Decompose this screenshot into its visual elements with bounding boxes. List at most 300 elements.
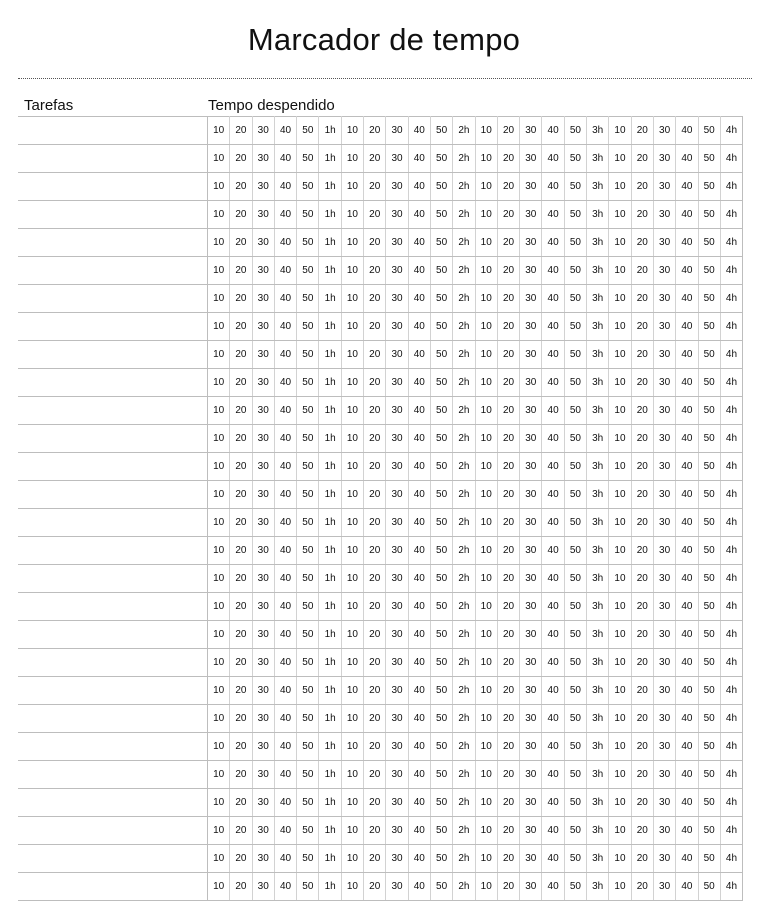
time-mark-cell[interactable]: 50 xyxy=(698,621,720,649)
time-mark-cell[interactable]: 4h xyxy=(720,565,742,593)
time-mark-cell[interactable]: 3h xyxy=(587,145,609,173)
time-mark-cell[interactable]: 3h xyxy=(587,565,609,593)
time-mark-cell[interactable]: 2h xyxy=(453,453,475,481)
task-cell[interactable] xyxy=(18,285,208,313)
time-mark-cell[interactable]: 10 xyxy=(341,873,363,901)
time-mark-cell[interactable]: 20 xyxy=(230,817,252,845)
time-mark-cell[interactable]: 10 xyxy=(341,173,363,201)
time-mark-cell[interactable]: 10 xyxy=(609,677,631,705)
time-mark-cell[interactable]: 10 xyxy=(208,509,230,537)
time-mark-cell[interactable]: 3h xyxy=(587,537,609,565)
time-mark-cell[interactable]: 40 xyxy=(542,649,564,677)
time-mark-cell[interactable]: 40 xyxy=(542,313,564,341)
time-mark-cell[interactable]: 10 xyxy=(341,733,363,761)
time-mark-cell[interactable]: 4h xyxy=(720,145,742,173)
time-mark-cell[interactable]: 1h xyxy=(319,705,341,733)
time-mark-cell[interactable]: 20 xyxy=(497,201,519,229)
time-mark-cell[interactable]: 4h xyxy=(720,481,742,509)
time-mark-cell[interactable]: 10 xyxy=(341,229,363,257)
time-mark-cell[interactable]: 20 xyxy=(497,341,519,369)
task-cell[interactable] xyxy=(18,453,208,481)
time-mark-cell[interactable]: 30 xyxy=(386,817,408,845)
time-mark-cell[interactable]: 20 xyxy=(230,761,252,789)
time-mark-cell[interactable]: 30 xyxy=(386,873,408,901)
time-mark-cell[interactable]: 1h xyxy=(319,873,341,901)
time-mark-cell[interactable]: 10 xyxy=(341,453,363,481)
time-mark-cell[interactable]: 10 xyxy=(609,621,631,649)
time-mark-cell[interactable]: 50 xyxy=(564,481,586,509)
time-mark-cell[interactable]: 40 xyxy=(676,733,698,761)
time-mark-cell[interactable]: 50 xyxy=(698,509,720,537)
time-mark-cell[interactable]: 20 xyxy=(631,845,653,873)
time-mark-cell[interactable]: 50 xyxy=(430,173,452,201)
time-mark-cell[interactable]: 50 xyxy=(430,369,452,397)
time-mark-cell[interactable]: 50 xyxy=(297,341,319,369)
time-mark-cell[interactable]: 30 xyxy=(386,257,408,285)
time-mark-cell[interactable]: 50 xyxy=(564,257,586,285)
time-mark-cell[interactable]: 30 xyxy=(520,229,542,257)
time-mark-cell[interactable]: 30 xyxy=(252,369,274,397)
time-mark-cell[interactable]: 40 xyxy=(676,369,698,397)
time-mark-cell[interactable]: 40 xyxy=(676,509,698,537)
time-mark-cell[interactable]: 50 xyxy=(698,173,720,201)
time-mark-cell[interactable]: 40 xyxy=(408,257,430,285)
time-mark-cell[interactable]: 2h xyxy=(453,257,475,285)
time-mark-cell[interactable]: 40 xyxy=(676,145,698,173)
time-mark-cell[interactable]: 40 xyxy=(542,201,564,229)
time-mark-cell[interactable]: 30 xyxy=(520,481,542,509)
time-mark-cell[interactable]: 3h xyxy=(587,481,609,509)
time-mark-cell[interactable]: 20 xyxy=(364,145,386,173)
time-mark-cell[interactable]: 40 xyxy=(542,117,564,145)
time-mark-cell[interactable]: 3h xyxy=(587,733,609,761)
time-mark-cell[interactable]: 40 xyxy=(408,229,430,257)
task-cell[interactable] xyxy=(18,117,208,145)
time-mark-cell[interactable]: 40 xyxy=(542,229,564,257)
time-mark-cell[interactable]: 50 xyxy=(698,425,720,453)
time-mark-cell[interactable]: 30 xyxy=(252,173,274,201)
time-mark-cell[interactable]: 10 xyxy=(208,453,230,481)
time-mark-cell[interactable]: 10 xyxy=(609,313,631,341)
task-cell[interactable] xyxy=(18,173,208,201)
time-mark-cell[interactable]: 50 xyxy=(564,313,586,341)
time-mark-cell[interactable]: 2h xyxy=(453,817,475,845)
time-mark-cell[interactable]: 50 xyxy=(297,173,319,201)
time-mark-cell[interactable]: 50 xyxy=(430,145,452,173)
time-mark-cell[interactable]: 40 xyxy=(542,789,564,817)
time-mark-cell[interactable]: 50 xyxy=(564,789,586,817)
time-mark-cell[interactable]: 50 xyxy=(564,229,586,257)
time-mark-cell[interactable]: 30 xyxy=(386,789,408,817)
task-cell[interactable] xyxy=(18,677,208,705)
time-mark-cell[interactable]: 10 xyxy=(609,537,631,565)
time-mark-cell[interactable]: 10 xyxy=(609,509,631,537)
time-mark-cell[interactable]: 50 xyxy=(698,705,720,733)
time-mark-cell[interactable]: 10 xyxy=(609,117,631,145)
time-mark-cell[interactable]: 50 xyxy=(297,817,319,845)
time-mark-cell[interactable]: 2h xyxy=(453,397,475,425)
time-mark-cell[interactable]: 10 xyxy=(609,481,631,509)
time-mark-cell[interactable]: 40 xyxy=(408,621,430,649)
time-mark-cell[interactable]: 30 xyxy=(386,677,408,705)
time-mark-cell[interactable]: 1h xyxy=(319,789,341,817)
time-mark-cell[interactable]: 50 xyxy=(564,761,586,789)
time-mark-cell[interactable]: 20 xyxy=(631,761,653,789)
task-cell[interactable] xyxy=(18,537,208,565)
time-mark-cell[interactable]: 50 xyxy=(698,201,720,229)
time-mark-cell[interactable]: 40 xyxy=(274,201,296,229)
time-mark-cell[interactable]: 1h xyxy=(319,145,341,173)
time-mark-cell[interactable]: 4h xyxy=(720,537,742,565)
time-mark-cell[interactable]: 50 xyxy=(297,285,319,313)
time-mark-cell[interactable]: 50 xyxy=(698,593,720,621)
time-mark-cell[interactable]: 20 xyxy=(497,789,519,817)
time-mark-cell[interactable]: 50 xyxy=(297,425,319,453)
time-mark-cell[interactable]: 50 xyxy=(564,509,586,537)
time-mark-cell[interactable]: 30 xyxy=(653,705,675,733)
time-mark-cell[interactable]: 1h xyxy=(319,845,341,873)
time-mark-cell[interactable]: 20 xyxy=(631,453,653,481)
time-mark-cell[interactable]: 20 xyxy=(230,201,252,229)
time-mark-cell[interactable]: 20 xyxy=(364,229,386,257)
time-mark-cell[interactable]: 10 xyxy=(609,285,631,313)
time-mark-cell[interactable]: 10 xyxy=(475,369,497,397)
time-mark-cell[interactable]: 10 xyxy=(475,145,497,173)
time-mark-cell[interactable]: 1h xyxy=(319,117,341,145)
time-mark-cell[interactable]: 40 xyxy=(676,481,698,509)
time-mark-cell[interactable]: 20 xyxy=(230,453,252,481)
time-mark-cell[interactable]: 20 xyxy=(230,341,252,369)
time-mark-cell[interactable]: 20 xyxy=(497,761,519,789)
time-mark-cell[interactable]: 50 xyxy=(698,649,720,677)
time-mark-cell[interactable]: 40 xyxy=(676,285,698,313)
time-mark-cell[interactable]: 40 xyxy=(676,117,698,145)
time-mark-cell[interactable]: 1h xyxy=(319,285,341,313)
time-mark-cell[interactable]: 2h xyxy=(453,313,475,341)
time-mark-cell[interactable]: 10 xyxy=(609,761,631,789)
time-mark-cell[interactable]: 10 xyxy=(475,733,497,761)
time-mark-cell[interactable]: 10 xyxy=(475,705,497,733)
time-mark-cell[interactable]: 10 xyxy=(475,845,497,873)
time-mark-cell[interactable]: 50 xyxy=(297,369,319,397)
time-mark-cell[interactable]: 40 xyxy=(408,369,430,397)
time-mark-cell[interactable]: 10 xyxy=(208,593,230,621)
time-mark-cell[interactable]: 4h xyxy=(720,789,742,817)
time-mark-cell[interactable]: 20 xyxy=(631,537,653,565)
time-mark-cell[interactable]: 40 xyxy=(676,257,698,285)
time-mark-cell[interactable]: 10 xyxy=(341,705,363,733)
time-mark-cell[interactable]: 40 xyxy=(274,481,296,509)
time-mark-cell[interactable]: 10 xyxy=(341,565,363,593)
time-mark-cell[interactable]: 50 xyxy=(698,453,720,481)
time-mark-cell[interactable]: 20 xyxy=(364,397,386,425)
time-mark-cell[interactable]: 20 xyxy=(364,845,386,873)
time-mark-cell[interactable]: 10 xyxy=(341,649,363,677)
time-mark-cell[interactable]: 40 xyxy=(542,145,564,173)
time-mark-cell[interactable]: 40 xyxy=(676,845,698,873)
time-mark-cell[interactable]: 50 xyxy=(297,593,319,621)
time-mark-cell[interactable]: 3h xyxy=(587,369,609,397)
time-mark-cell[interactable]: 40 xyxy=(542,565,564,593)
time-mark-cell[interactable]: 20 xyxy=(631,509,653,537)
time-mark-cell[interactable]: 30 xyxy=(520,789,542,817)
time-mark-cell[interactable]: 3h xyxy=(587,285,609,313)
time-mark-cell[interactable]: 2h xyxy=(453,369,475,397)
time-mark-cell[interactable]: 20 xyxy=(631,481,653,509)
time-mark-cell[interactable]: 50 xyxy=(297,565,319,593)
time-mark-cell[interactable]: 20 xyxy=(497,145,519,173)
time-mark-cell[interactable]: 50 xyxy=(430,537,452,565)
time-mark-cell[interactable]: 40 xyxy=(676,313,698,341)
time-mark-cell[interactable]: 30 xyxy=(386,509,408,537)
time-mark-cell[interactable]: 3h xyxy=(587,649,609,677)
time-mark-cell[interactable]: 30 xyxy=(252,733,274,761)
time-mark-cell[interactable]: 50 xyxy=(297,873,319,901)
time-mark-cell[interactable]: 30 xyxy=(520,257,542,285)
time-mark-cell[interactable]: 10 xyxy=(341,845,363,873)
time-mark-cell[interactable]: 3h xyxy=(587,509,609,537)
time-mark-cell[interactable]: 30 xyxy=(653,789,675,817)
time-mark-cell[interactable]: 50 xyxy=(297,229,319,257)
time-mark-cell[interactable]: 40 xyxy=(542,425,564,453)
time-mark-cell[interactable]: 40 xyxy=(274,453,296,481)
task-cell[interactable] xyxy=(18,621,208,649)
time-mark-cell[interactable]: 40 xyxy=(408,117,430,145)
time-mark-cell[interactable]: 20 xyxy=(230,565,252,593)
task-cell[interactable] xyxy=(18,733,208,761)
time-mark-cell[interactable]: 4h xyxy=(720,453,742,481)
time-mark-cell[interactable]: 10 xyxy=(208,817,230,845)
time-mark-cell[interactable]: 2h xyxy=(453,229,475,257)
time-mark-cell[interactable]: 40 xyxy=(274,509,296,537)
time-mark-cell[interactable]: 20 xyxy=(631,145,653,173)
time-mark-cell[interactable]: 40 xyxy=(676,677,698,705)
time-mark-cell[interactable]: 50 xyxy=(297,705,319,733)
time-mark-cell[interactable]: 10 xyxy=(208,649,230,677)
time-mark-cell[interactable]: 1h xyxy=(319,425,341,453)
time-mark-cell[interactable]: 30 xyxy=(653,621,675,649)
time-mark-cell[interactable]: 50 xyxy=(698,229,720,257)
time-mark-cell[interactable]: 10 xyxy=(341,397,363,425)
time-mark-cell[interactable]: 20 xyxy=(631,649,653,677)
time-mark-cell[interactable]: 10 xyxy=(341,509,363,537)
time-mark-cell[interactable]: 40 xyxy=(676,229,698,257)
time-mark-cell[interactable]: 3h xyxy=(587,313,609,341)
time-mark-cell[interactable]: 1h xyxy=(319,201,341,229)
time-mark-cell[interactable]: 40 xyxy=(408,537,430,565)
time-mark-cell[interactable]: 10 xyxy=(609,369,631,397)
time-mark-cell[interactable]: 40 xyxy=(274,313,296,341)
time-mark-cell[interactable]: 10 xyxy=(341,145,363,173)
time-mark-cell[interactable]: 30 xyxy=(252,509,274,537)
time-mark-cell[interactable]: 20 xyxy=(230,257,252,285)
time-mark-cell[interactable]: 20 xyxy=(364,649,386,677)
time-mark-cell[interactable]: 10 xyxy=(609,397,631,425)
time-mark-cell[interactable]: 10 xyxy=(475,173,497,201)
time-mark-cell[interactable]: 4h xyxy=(720,313,742,341)
time-mark-cell[interactable]: 20 xyxy=(631,285,653,313)
time-mark-cell[interactable]: 30 xyxy=(520,537,542,565)
time-mark-cell[interactable]: 50 xyxy=(564,649,586,677)
time-mark-cell[interactable]: 50 xyxy=(430,873,452,901)
time-mark-cell[interactable]: 40 xyxy=(676,341,698,369)
time-mark-cell[interactable]: 40 xyxy=(408,677,430,705)
time-mark-cell[interactable]: 30 xyxy=(252,117,274,145)
time-mark-cell[interactable]: 30 xyxy=(653,649,675,677)
time-mark-cell[interactable]: 10 xyxy=(208,313,230,341)
time-mark-cell[interactable]: 30 xyxy=(653,537,675,565)
time-mark-cell[interactable]: 2h xyxy=(453,201,475,229)
time-mark-cell[interactable]: 10 xyxy=(475,285,497,313)
time-mark-cell[interactable]: 40 xyxy=(676,705,698,733)
time-mark-cell[interactable]: 10 xyxy=(609,565,631,593)
time-mark-cell[interactable]: 1h xyxy=(319,537,341,565)
time-mark-cell[interactable]: 50 xyxy=(564,677,586,705)
time-mark-cell[interactable]: 40 xyxy=(274,117,296,145)
time-mark-cell[interactable]: 10 xyxy=(609,201,631,229)
time-mark-cell[interactable]: 50 xyxy=(297,313,319,341)
time-mark-cell[interactable]: 20 xyxy=(230,117,252,145)
time-mark-cell[interactable]: 20 xyxy=(364,173,386,201)
time-mark-cell[interactable]: 30 xyxy=(252,313,274,341)
time-mark-cell[interactable]: 40 xyxy=(408,593,430,621)
time-mark-cell[interactable]: 30 xyxy=(386,397,408,425)
task-cell[interactable] xyxy=(18,313,208,341)
time-mark-cell[interactable]: 40 xyxy=(676,789,698,817)
time-mark-cell[interactable]: 20 xyxy=(364,705,386,733)
time-mark-cell[interactable]: 20 xyxy=(364,481,386,509)
time-mark-cell[interactable]: 4h xyxy=(720,397,742,425)
time-mark-cell[interactable]: 40 xyxy=(542,257,564,285)
time-mark-cell[interactable]: 30 xyxy=(520,285,542,313)
time-mark-cell[interactable]: 10 xyxy=(208,145,230,173)
time-mark-cell[interactable]: 20 xyxy=(364,621,386,649)
time-mark-cell[interactable]: 30 xyxy=(520,817,542,845)
time-mark-cell[interactable]: 3h xyxy=(587,705,609,733)
time-mark-cell[interactable]: 20 xyxy=(497,285,519,313)
time-mark-cell[interactable]: 50 xyxy=(430,313,452,341)
time-mark-cell[interactable]: 4h xyxy=(720,817,742,845)
time-mark-cell[interactable]: 40 xyxy=(542,397,564,425)
time-mark-cell[interactable]: 3h xyxy=(587,425,609,453)
time-mark-cell[interactable]: 50 xyxy=(698,397,720,425)
time-mark-cell[interactable]: 30 xyxy=(653,845,675,873)
time-mark-cell[interactable]: 40 xyxy=(676,565,698,593)
time-mark-cell[interactable]: 40 xyxy=(274,873,296,901)
time-mark-cell[interactable]: 30 xyxy=(653,481,675,509)
time-mark-cell[interactable]: 50 xyxy=(297,201,319,229)
time-mark-cell[interactable]: 10 xyxy=(609,173,631,201)
time-mark-cell[interactable]: 1h xyxy=(319,677,341,705)
time-mark-cell[interactable]: 2h xyxy=(453,789,475,817)
time-mark-cell[interactable]: 50 xyxy=(698,145,720,173)
time-mark-cell[interactable]: 20 xyxy=(497,397,519,425)
time-mark-cell[interactable]: 10 xyxy=(609,425,631,453)
time-mark-cell[interactable]: 50 xyxy=(430,761,452,789)
time-mark-cell[interactable]: 50 xyxy=(698,117,720,145)
time-mark-cell[interactable]: 40 xyxy=(408,481,430,509)
time-mark-cell[interactable]: 50 xyxy=(430,397,452,425)
time-mark-cell[interactable]: 30 xyxy=(520,705,542,733)
time-mark-cell[interactable]: 20 xyxy=(230,285,252,313)
time-mark-cell[interactable]: 30 xyxy=(653,565,675,593)
time-mark-cell[interactable]: 30 xyxy=(653,341,675,369)
time-mark-cell[interactable]: 10 xyxy=(475,789,497,817)
time-mark-cell[interactable]: 40 xyxy=(274,173,296,201)
time-mark-cell[interactable]: 40 xyxy=(408,285,430,313)
time-mark-cell[interactable]: 40 xyxy=(408,873,430,901)
time-mark-cell[interactable]: 50 xyxy=(564,145,586,173)
time-mark-cell[interactable]: 30 xyxy=(653,285,675,313)
time-mark-cell[interactable]: 30 xyxy=(653,817,675,845)
time-mark-cell[interactable]: 20 xyxy=(497,565,519,593)
time-mark-cell[interactable]: 30 xyxy=(520,733,542,761)
time-mark-cell[interactable]: 10 xyxy=(208,369,230,397)
time-mark-cell[interactable]: 4h xyxy=(720,593,742,621)
time-mark-cell[interactable]: 10 xyxy=(609,845,631,873)
time-mark-cell[interactable]: 10 xyxy=(475,565,497,593)
time-mark-cell[interactable]: 50 xyxy=(564,873,586,901)
time-mark-cell[interactable]: 50 xyxy=(564,453,586,481)
time-mark-cell[interactable]: 10 xyxy=(609,733,631,761)
task-cell[interactable] xyxy=(18,341,208,369)
time-mark-cell[interactable]: 10 xyxy=(208,341,230,369)
time-mark-cell[interactable]: 40 xyxy=(676,761,698,789)
time-mark-cell[interactable]: 50 xyxy=(430,565,452,593)
time-mark-cell[interactable]: 50 xyxy=(297,621,319,649)
time-mark-cell[interactable]: 2h xyxy=(453,873,475,901)
time-mark-cell[interactable]: 30 xyxy=(252,341,274,369)
time-mark-cell[interactable]: 20 xyxy=(364,425,386,453)
time-mark-cell[interactable]: 4h xyxy=(720,705,742,733)
time-mark-cell[interactable]: 10 xyxy=(208,761,230,789)
time-mark-cell[interactable]: 50 xyxy=(430,341,452,369)
time-mark-cell[interactable]: 50 xyxy=(698,481,720,509)
time-mark-cell[interactable]: 10 xyxy=(208,789,230,817)
time-mark-cell[interactable]: 4h xyxy=(720,257,742,285)
time-mark-cell[interactable]: 3h xyxy=(587,229,609,257)
time-mark-cell[interactable]: 20 xyxy=(497,425,519,453)
task-cell[interactable] xyxy=(18,705,208,733)
time-mark-cell[interactable]: 40 xyxy=(408,733,430,761)
time-mark-cell[interactable]: 3h xyxy=(587,677,609,705)
time-mark-cell[interactable]: 50 xyxy=(297,845,319,873)
time-mark-cell[interactable]: 40 xyxy=(542,621,564,649)
time-mark-cell[interactable]: 30 xyxy=(386,649,408,677)
time-mark-cell[interactable]: 20 xyxy=(364,453,386,481)
time-mark-cell[interactable]: 40 xyxy=(274,621,296,649)
time-mark-cell[interactable]: 20 xyxy=(631,789,653,817)
time-mark-cell[interactable]: 30 xyxy=(252,705,274,733)
time-mark-cell[interactable]: 10 xyxy=(341,677,363,705)
time-mark-cell[interactable]: 40 xyxy=(676,817,698,845)
time-mark-cell[interactable]: 30 xyxy=(386,285,408,313)
time-mark-cell[interactable]: 30 xyxy=(386,369,408,397)
time-mark-cell[interactable]: 20 xyxy=(497,509,519,537)
time-mark-cell[interactable]: 20 xyxy=(364,565,386,593)
time-mark-cell[interactable]: 1h xyxy=(319,369,341,397)
time-mark-cell[interactable]: 30 xyxy=(386,425,408,453)
time-mark-cell[interactable]: 20 xyxy=(364,537,386,565)
time-mark-cell[interactable]: 10 xyxy=(208,285,230,313)
task-cell[interactable] xyxy=(18,397,208,425)
time-mark-cell[interactable]: 10 xyxy=(475,873,497,901)
time-mark-cell[interactable]: 20 xyxy=(230,705,252,733)
task-cell[interactable] xyxy=(18,817,208,845)
time-mark-cell[interactable]: 50 xyxy=(297,761,319,789)
time-mark-cell[interactable]: 20 xyxy=(631,425,653,453)
time-mark-cell[interactable]: 30 xyxy=(520,621,542,649)
